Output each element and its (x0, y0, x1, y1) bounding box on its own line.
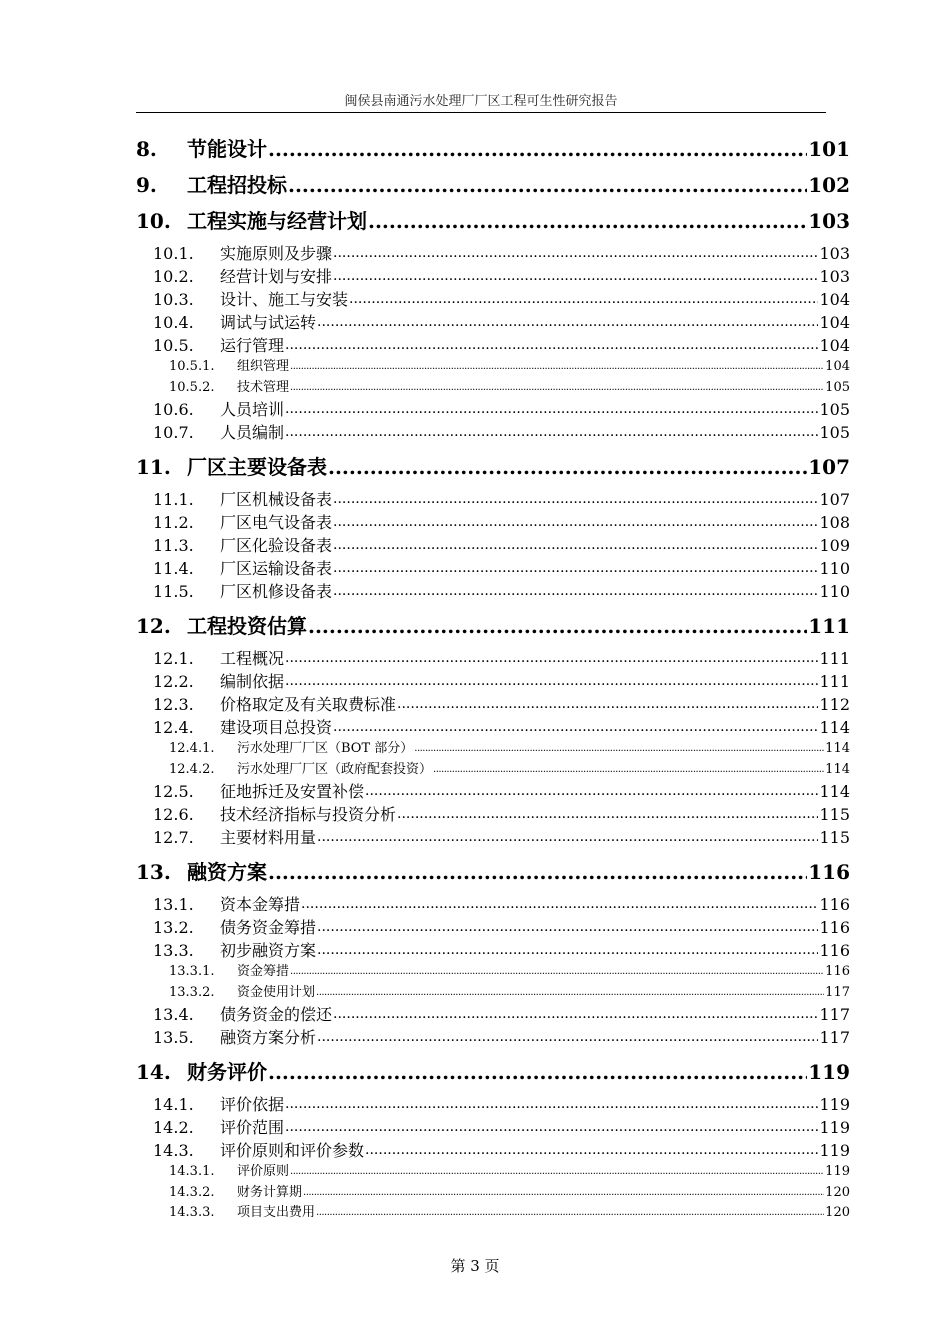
toc-entry-page: 117 (819, 1005, 850, 1024)
dot-leader (285, 647, 818, 670)
toc-entry-level-2[interactable] (136, 1116, 850, 1139)
toc-entry-number: 10.4. (153, 313, 194, 332)
toc-entry-number: 10. (136, 209, 171, 233)
toc-entry-number: 14.3.1. (169, 1164, 215, 1179)
toc-entry-page: 103 (808, 209, 850, 233)
toc-entry-number: 14.3.2. (169, 1184, 215, 1200)
toc-entry-number: 9. (136, 173, 157, 197)
toc-entry-page: 104 (819, 336, 850, 355)
toc-entry-level-2[interactable] (136, 716, 850, 739)
toc-entry-number: 13.3.1. (169, 964, 215, 979)
toc-entry-page: 104 (819, 290, 850, 309)
dot-leader (308, 613, 807, 639)
toc-entry-level-3[interactable] (136, 983, 850, 1004)
toc-entry-page: 110 (819, 582, 850, 601)
toc-entry-number: 13.3.2. (169, 984, 215, 1000)
toc-entry-page: 117 (825, 984, 850, 1000)
toc-entry-title: 组织管理 (237, 359, 290, 374)
toc-entry-title: 工程招投标 (187, 173, 287, 197)
toc-entry-number: 10.5. (153, 336, 194, 355)
dot-leader (285, 421, 818, 444)
toc-entry-title: 厂区主要设备表 (187, 455, 327, 479)
toc-entry-title: 财务计算期 (237, 1184, 303, 1200)
toc-entry-title: 厂区化验设备表 (220, 536, 333, 555)
dot-leader (333, 580, 818, 603)
toc-entry-title: 评价范围 (220, 1118, 285, 1137)
dot-leader (365, 780, 818, 803)
toc-entry-title: 评价原则和评价参数 (220, 1141, 365, 1160)
toc-entry-level-2[interactable] (136, 580, 850, 603)
toc-entry-title: 融资方案 (187, 860, 267, 884)
toc-entry-page: 116 (819, 895, 850, 914)
toc-entry-number: 12.1. (153, 649, 194, 668)
toc-entry-page: 107 (819, 490, 850, 509)
running-header: 闽侯县南通污水处理厂厂区工程可生性研究报告 (136, 92, 826, 113)
toc-entry-number: 11. (136, 455, 171, 479)
toc-entry-level-2[interactable] (136, 398, 850, 421)
dot-leader (290, 1162, 824, 1183)
toc-entry-level-2[interactable] (136, 421, 850, 444)
toc-entry-level-2[interactable] (136, 288, 850, 311)
toc-entry-page: 116 (819, 918, 850, 937)
toc-entry-title: 设计、施工与安装 (220, 290, 349, 309)
toc-entry-title: 厂区机械设备表 (220, 490, 333, 509)
toc-entry-title: 建设项目总投资 (220, 718, 333, 737)
toc-entry-level-2[interactable] (136, 670, 850, 693)
toc-entry-title: 技术管理 (237, 379, 290, 395)
dot-leader (290, 357, 824, 378)
toc-entry-number: 14.3. (153, 1141, 194, 1160)
toc-entry-level-2[interactable] (136, 511, 850, 534)
toc-entry-level-1[interactable] (136, 454, 850, 480)
toc-entry-number: 10.5.1. (169, 359, 215, 374)
toc-entry-level-2[interactable] (136, 1139, 850, 1162)
dot-leader (397, 693, 818, 716)
toc-entry-level-2[interactable] (136, 265, 850, 288)
toc-entry-page: 111 (819, 649, 850, 668)
toc-entry-page: 114 (819, 718, 850, 737)
toc-entry-level-3[interactable] (136, 1203, 850, 1224)
toc-entry-number: 14.1. (153, 1095, 194, 1114)
toc-entry-title: 评价依据 (220, 1095, 285, 1114)
toc-entry-title: 节能设计 (187, 137, 267, 161)
dot-leader (333, 511, 818, 534)
toc-entry-level-2[interactable] (136, 939, 850, 962)
toc-entry-page: 104 (819, 313, 850, 332)
dot-leader (333, 557, 818, 580)
toc-entry-number: 12.2. (153, 672, 194, 691)
toc-entry-title: 资金筹措 (237, 964, 290, 979)
toc-entry-title: 厂区电气设备表 (220, 513, 333, 532)
toc-entry-number: 14.2. (153, 1118, 194, 1137)
toc-entry-title: 主要材料用量 (220, 828, 317, 847)
toc-entry-number: 11.3. (153, 536, 194, 555)
toc-entry-number: 11.1. (153, 490, 194, 509)
toc-entry-number: 13.5. (153, 1028, 194, 1047)
toc-entry-number: 11.5. (153, 582, 194, 601)
dot-leader (397, 803, 818, 826)
toc-entry-title: 人员编制 (220, 423, 285, 442)
toc-entry-title: 调试与试运转 (220, 313, 317, 332)
dot-leader (317, 939, 818, 962)
dot-leader (328, 454, 807, 480)
toc-entry-page: 114 (825, 761, 850, 777)
toc-entry-page: 108 (819, 513, 850, 532)
toc-entry-level-2[interactable] (136, 557, 850, 580)
toc-entry-title: 人员培训 (220, 400, 285, 419)
toc-entry-title: 污水处理厂厂区（政府配套投资） (237, 761, 433, 777)
dot-leader (285, 670, 818, 693)
toc-entry-number: 14.3.3. (169, 1205, 215, 1220)
dot-leader (316, 983, 824, 1004)
toc-entry-level-2[interactable] (136, 1003, 850, 1026)
toc-entry-title: 实施原则及步骤 (220, 244, 333, 263)
toc-entry-level-3[interactable] (136, 962, 850, 983)
toc-entry-title: 评价原则 (237, 1164, 290, 1179)
toc-entry-page: 116 (825, 964, 850, 979)
toc-entry-level-1[interactable] (136, 1059, 850, 1085)
dot-leader (290, 962, 824, 983)
toc-entry-title: 财务评价 (187, 1060, 267, 1084)
toc-entry-page: 117 (819, 1028, 850, 1047)
toc-entry-level-2[interactable] (136, 826, 850, 849)
toc-entry-level-1[interactable] (136, 172, 850, 198)
toc-entry-number: 11.2. (153, 513, 194, 532)
toc-entry-level-2[interactable] (136, 916, 850, 939)
toc-entry-page: 110 (819, 559, 850, 578)
toc-entry-number: 13.3. (153, 941, 194, 960)
toc-entry-title: 编制依据 (220, 672, 285, 691)
toc-entry-title: 项目支出费用 (237, 1205, 316, 1220)
toc-entry-level-2[interactable] (136, 1093, 850, 1116)
toc-entry-level-1[interactable] (136, 613, 850, 639)
toc-entry-page: 111 (808, 614, 850, 638)
toc-entry-level-1[interactable] (136, 859, 850, 885)
toc-entry-title: 初步融资方案 (220, 941, 317, 960)
dot-leader (301, 893, 818, 916)
toc-entry-title: 污水处理厂厂区（BOT 部分） (237, 741, 414, 756)
toc-entry-page: 105 (819, 423, 850, 442)
toc-entry-page: 119 (808, 1060, 850, 1084)
toc-entry-title: 价格取定及有关取费标准 (220, 695, 397, 714)
toc-entry-number: 10.5.2. (169, 379, 215, 395)
toc-entry-number: 13.4. (153, 1005, 194, 1024)
toc-entry-title: 工程概况 (220, 649, 285, 668)
dot-leader (268, 1059, 807, 1085)
toc-entry-title: 征地拆迁及安置补偿 (220, 782, 365, 801)
toc-entry-number: 13. (136, 860, 171, 884)
dot-leader (433, 760, 824, 781)
dot-leader (268, 859, 807, 885)
toc-entry-level-2[interactable] (136, 647, 850, 670)
toc-entry-number: 10.2. (153, 267, 194, 286)
toc-entry-title: 厂区运输设备表 (220, 559, 333, 578)
toc-entry-level-2[interactable] (136, 311, 850, 334)
toc-entry-level-1[interactable] (136, 136, 850, 162)
toc-entry-page: 112 (819, 695, 850, 714)
toc-entry-page: 114 (819, 782, 850, 801)
toc-entry-title: 工程投资估算 (187, 614, 307, 638)
toc-entry-page: 116 (819, 941, 850, 960)
toc-entry-number: 12. (136, 614, 171, 638)
toc-entry-number: 13.1. (153, 895, 194, 914)
page-number: 第 3 页 (450, 1257, 500, 1275)
toc-entry-level-2[interactable] (136, 803, 850, 826)
toc-entry-page: 103 (819, 267, 850, 286)
dot-leader (333, 242, 818, 265)
toc-entry-title: 技术经济指标与投资分析 (220, 805, 397, 824)
dot-leader (317, 1026, 818, 1049)
dot-leader (333, 265, 818, 288)
toc-entry-page: 105 (819, 400, 850, 419)
toc-entry-level-3[interactable] (136, 1162, 850, 1183)
toc-entry-number: 14. (136, 1060, 171, 1084)
toc-entry-level-2[interactable] (136, 242, 850, 265)
dot-leader (333, 488, 818, 511)
toc-entry-level-3[interactable] (136, 739, 850, 760)
toc-entry-number: 10.6. (153, 400, 194, 419)
toc-entry-title: 资本金筹措 (220, 895, 301, 914)
toc-entry-number: 11.4. (153, 559, 194, 578)
toc-entry-number: 12.4.1. (169, 741, 215, 756)
toc-entry-level-2[interactable] (136, 488, 850, 511)
dot-leader (333, 534, 818, 557)
toc-entry-number: 12.6. (153, 805, 194, 824)
toc-entry-number: 8. (136, 137, 157, 161)
toc-entry-page: 120 (825, 1184, 850, 1200)
toc-entry-page: 119 (819, 1095, 850, 1114)
dot-leader (317, 916, 818, 939)
dot-leader (333, 716, 818, 739)
toc-entry-level-3[interactable] (136, 760, 850, 781)
dot-leader (285, 334, 818, 357)
toc-entry-title: 资金使用计划 (237, 984, 316, 1000)
toc-entry-number: 12.3. (153, 695, 194, 714)
toc-entry-page: 109 (819, 536, 850, 555)
toc-entry-title: 债务资金筹措 (220, 918, 317, 937)
toc-entry-number: 13.2. (153, 918, 194, 937)
toc-entry-level-3[interactable] (136, 1183, 850, 1204)
toc-entry-title: 工程实施与经营计划 (187, 209, 367, 233)
toc-entry-page: 120 (825, 1205, 850, 1220)
toc-entry-level-2[interactable] (136, 693, 850, 716)
dot-leader (349, 288, 818, 311)
dot-leader (333, 1003, 818, 1026)
toc-entry-number: 10.3. (153, 290, 194, 309)
dot-leader (303, 1183, 824, 1204)
toc-entry-number: 10.7. (153, 423, 194, 442)
toc-entry-page: 103 (819, 244, 850, 263)
toc-entry-level-3[interactable] (136, 378, 850, 399)
dot-leader (414, 739, 824, 760)
table-of-contents (136, 136, 850, 1224)
toc-entry-title: 债务资金的偿还 (220, 1005, 333, 1024)
dot-leader (285, 398, 818, 421)
toc-entry-level-3[interactable] (136, 357, 850, 378)
toc-entry-title: 厂区机修设备表 (220, 582, 333, 601)
toc-entry-number: 12.7. (153, 828, 194, 847)
toc-entry-level-2[interactable] (136, 534, 850, 557)
dot-leader (288, 172, 807, 198)
toc-entry-page: 107 (808, 455, 850, 479)
dot-leader (290, 378, 824, 399)
toc-entry-title: 运行管理 (220, 336, 285, 355)
toc-entry-number: 12.5. (153, 782, 194, 801)
toc-entry-page: 102 (808, 173, 850, 197)
dot-leader (317, 311, 818, 334)
toc-entry-number: 12.4. (153, 718, 194, 737)
toc-entry-page: 111 (819, 672, 850, 691)
toc-entry-level-2[interactable] (136, 1026, 850, 1049)
toc-entry-level-2[interactable] (136, 780, 850, 803)
dot-leader (317, 826, 818, 849)
toc-entry-title: 融资方案分析 (220, 1028, 317, 1047)
dot-leader (285, 1093, 818, 1116)
toc-entry-level-2[interactable] (136, 893, 850, 916)
toc-entry-page: 119 (819, 1141, 850, 1160)
toc-entry-page: 101 (808, 137, 850, 161)
dot-leader (285, 1116, 818, 1139)
toc-entry-level-1[interactable] (136, 208, 850, 234)
dot-leader (365, 1139, 818, 1162)
toc-entry-page: 115 (819, 805, 850, 824)
toc-entry-page: 119 (819, 1118, 850, 1137)
toc-entry-title: 经营计划与安排 (220, 267, 333, 286)
toc-entry-page: 119 (825, 1164, 850, 1179)
toc-entry-page: 105 (825, 379, 850, 395)
toc-entry-number: 12.4.2. (169, 761, 215, 777)
toc-entry-page: 115 (819, 828, 850, 847)
toc-entry-level-2[interactable] (136, 334, 850, 357)
toc-entry-number: 10.1. (153, 244, 194, 263)
toc-entry-page: 116 (808, 860, 850, 884)
dot-leader (316, 1203, 824, 1224)
toc-entry-page: 114 (825, 741, 850, 756)
dot-leader (368, 208, 807, 234)
toc-entry-page: 104 (825, 359, 850, 374)
dot-leader (268, 136, 807, 162)
